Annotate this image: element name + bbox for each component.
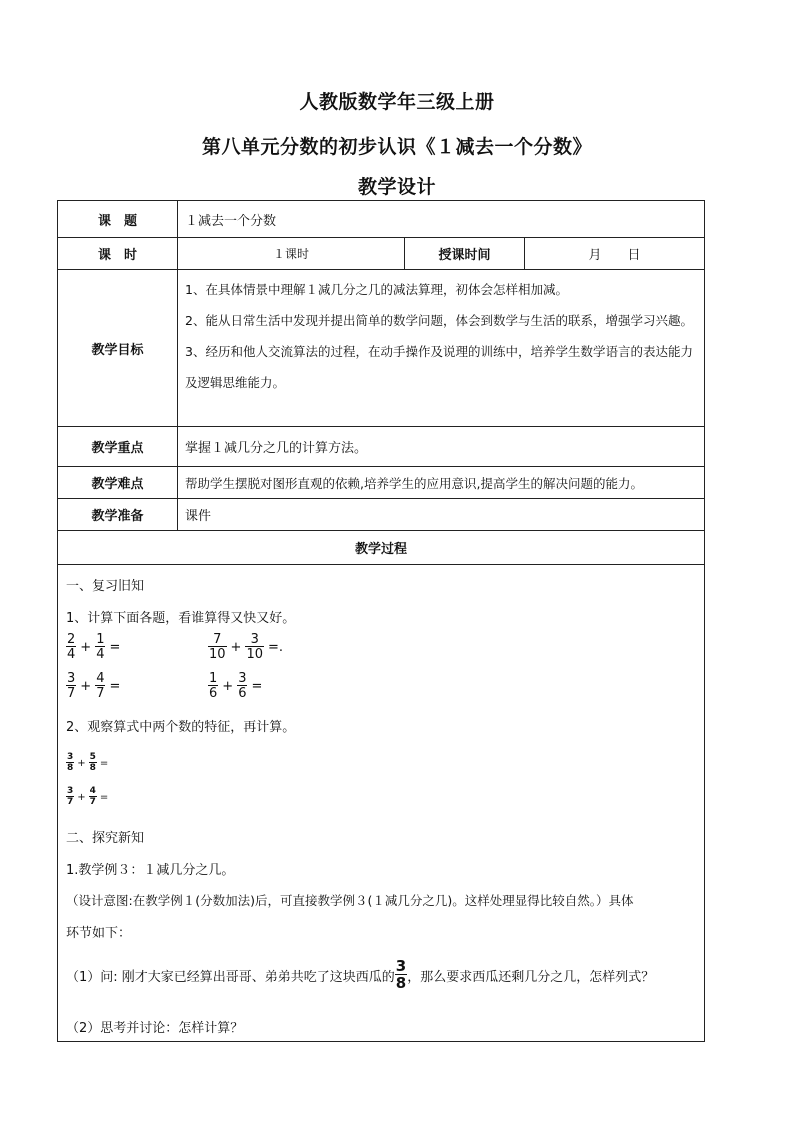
expression: $\frac{3}{7}$ + $\frac{4}{7}$ = xyxy=(67,786,109,807)
fraction: $\frac{4}{7}$ xyxy=(96,671,105,701)
fraction: $\frac{2}{4}$ xyxy=(67,632,76,662)
goal-item: 2、能从日常生活中发现并提出简单的数学问题，体会到数学与生活的联系，增强学习兴趣。 xyxy=(185,313,693,328)
goal-item: 3、经历和他人交流算法的过程，在动手操作及说理的训练中，培养学生数学语言的表达能力及逻辑思维能力。 xyxy=(185,344,693,390)
goals-list xyxy=(178,270,704,426)
fraction: $\frac{1}{4}$ xyxy=(96,632,105,662)
fraction: $\frac{1}{6}$ xyxy=(209,671,218,701)
doc-title-series: 人教版数学年三级上册 xyxy=(299,91,495,113)
fraction: $\frac{7}{10}$ xyxy=(209,632,226,662)
doc-title-unit: 第八单元分数的初步认识《１减去一个分数》 xyxy=(201,136,592,158)
difficulty-label: 教学难点 xyxy=(58,467,178,498)
lesson-plan-table xyxy=(57,200,705,1042)
ask-text-post: ，那么要求西瓜还剩几分之几，怎样列式？ xyxy=(407,969,655,985)
time-label: 授课时间 xyxy=(405,238,525,269)
section-explore: 二、探究新知 xyxy=(66,831,145,846)
doc-title-design: 教学设计 xyxy=(357,176,436,198)
fraction: $\frac{3}{10}$ xyxy=(246,632,263,662)
expression: $\frac{3}{7}$ + $\frac{4}{7}$ = xyxy=(67,671,121,701)
hours-value: １课时 xyxy=(178,238,405,269)
fraction: $\frac{3}{8}$ xyxy=(395,957,407,992)
expression: $\frac{1}{6}$ + $\frac{3}{6}$ = xyxy=(209,671,263,701)
prep-value: 课件 xyxy=(185,509,212,524)
topic-label: 课 题 xyxy=(58,201,178,237)
difficulty-value: 帮助学生摆脱对图形直观的依赖,培养学生的应用意识,提高学生的解决问题的能力。 xyxy=(185,475,643,491)
expression: $\frac{7}{10}$ + $\frac{3}{10}$ =. xyxy=(209,632,284,662)
key-label: 教学重点 xyxy=(58,427,178,466)
expression: $\frac{2}{4}$ + $\frac{1}{4}$ = xyxy=(67,632,121,662)
question-ask xyxy=(66,959,654,991)
ask-text-pre: （1）问: 刚才大家已经算出哥哥、弟弟共吃了这块西瓜的 xyxy=(66,969,395,985)
goals-row xyxy=(58,270,704,427)
fraction: $\frac{3}{7}$ xyxy=(67,786,74,807)
expression: $\frac{3}{8}$ + $\frac{5}{8}$ = xyxy=(67,752,109,773)
example-title: 1.教学例３：１减几分之几。 xyxy=(66,863,235,878)
key-row xyxy=(58,427,704,467)
topic-value: １减去一个分数 xyxy=(185,213,277,229)
time-value: 月 日 xyxy=(588,248,641,263)
difficulty-row xyxy=(58,467,704,499)
topic-row xyxy=(58,201,704,238)
fraction: $\frac{3}{6}$ xyxy=(238,671,247,701)
fraction: $\frac{3}{7}$ xyxy=(67,671,76,701)
design-intent-line2: 环节如下： xyxy=(66,926,132,941)
design-intent-line1: （设计意图:在教学例１(分数加法)后，可直接教学例３(１减几分之几)。这样处理显得比较自然。）具体 xyxy=(66,893,634,908)
hours-label: 课 时 xyxy=(58,238,178,269)
discussion-prompt: （2）思考并讨论：怎样计算？ xyxy=(66,1021,244,1036)
goals-label: 教学目标 xyxy=(58,270,178,426)
question-2: 2、观察算式中两个数的特征，再计算。 xyxy=(66,720,296,735)
hours-row xyxy=(58,238,704,270)
question-1: 1、计算下面各题，看谁算得又快又好。 xyxy=(66,611,296,626)
prep-row xyxy=(58,499,704,531)
fraction: $\frac{4}{7}$ xyxy=(89,786,96,807)
fraction: $\frac{5}{8}$ xyxy=(89,752,96,773)
process-header-row xyxy=(58,531,704,565)
section-review: 一、复习旧知 xyxy=(66,579,145,594)
prep-label: 教学准备 xyxy=(58,499,178,530)
process-label: 教学过程 xyxy=(354,542,407,557)
fraction: $\frac{3}{8}$ xyxy=(67,752,74,773)
goal-item: 1、在具体情景中理解１减几分之几的减法算理，初体会怎样相加减。 xyxy=(185,282,568,297)
key-value: 掌握１减几分之几的计算方法。 xyxy=(185,441,368,456)
